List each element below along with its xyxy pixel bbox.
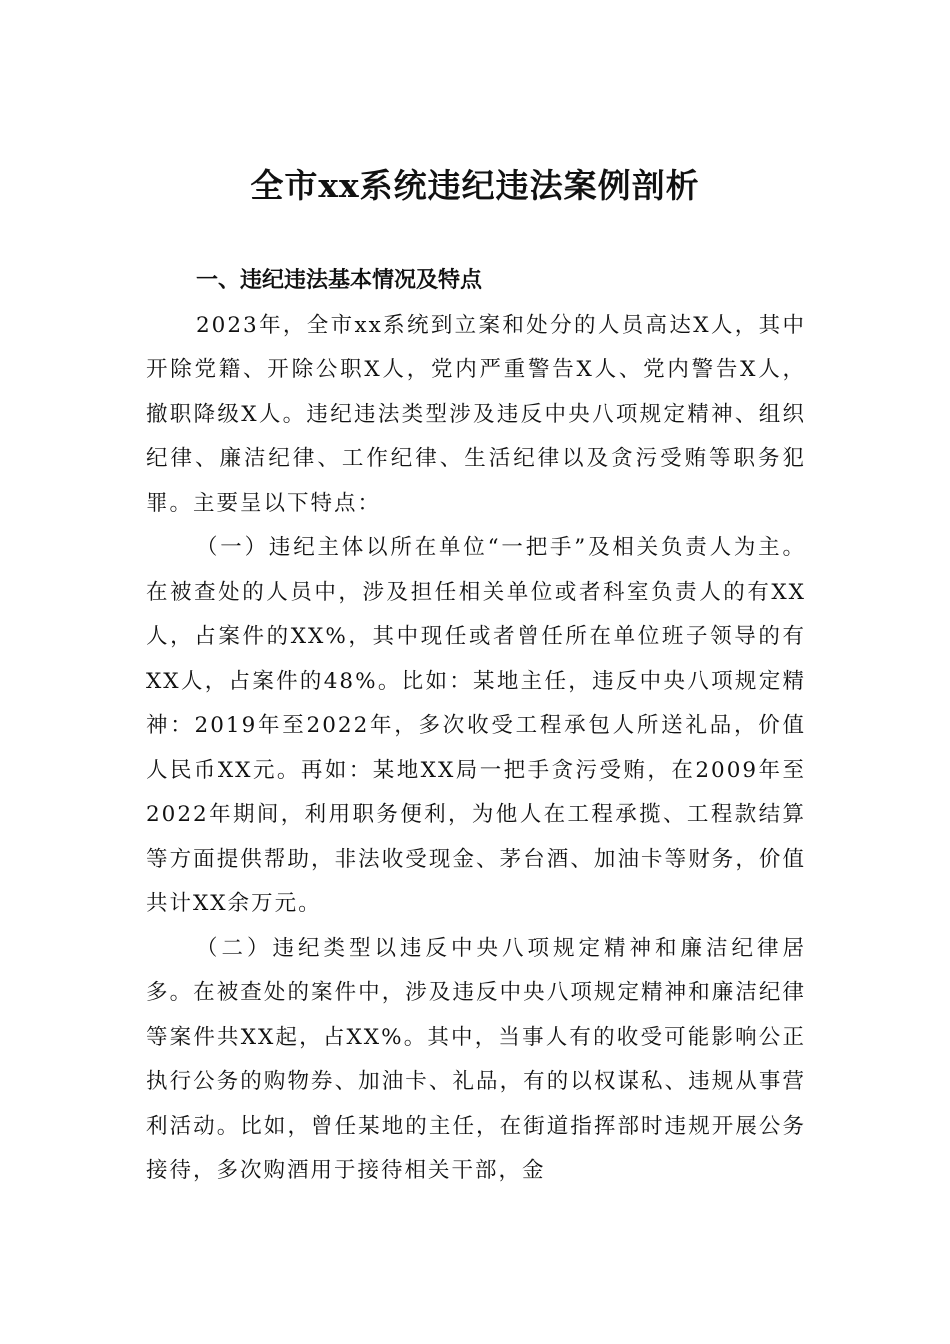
- document-title: 全市xx系统违纪违法案例剖析: [250, 166, 700, 205]
- paragraph-feature-one: （一）违纪主体以所在单位“一把手”及相关负责人为主。在被查处的人员中，涉及担任相关单位或者科室负责人的有XX人，占案件的XX%，其中现任或者曾任所在单位班子领导的有XX人，占案件的48%。比如：某地主任，违反中央八项规定精神：2019年至2022年，多次收受工程承包人所送礼品，价值人民币XX元。再如：某地XX局一把手贪污受贿，在2009年至2022年期间，利用职务便利，为他人在工程承揽、工程款结算等方面提供帮助，非法收受现金、茅台酒、加油卡等财务，价值共计XX余万元。: [146, 535, 806, 916]
- document-body: [146, 259, 806, 1194]
- paragraph-overview: 2023年，全市xx系统到立案和处分的人员高达X人，其中开除党籍、开除公职X人，党内严重警告X人、党内警告X人，撤职降级X人。违纪违法类型涉及违反中央八项规定精神、组织纪律、廉洁纪律、工作纪律、生活纪律以及贪污受贿等职务犯罪。主要呈以下特点：: [146, 312, 806, 516]
- section-heading: 一、违纪违法基本情况及特点: [196, 268, 483, 293]
- paragraph-feature-two: （二）违纪类型以违反中央八项规定精神和廉洁纪律居多。在被查处的案件中，涉及违反中央八项规定精神和廉洁纪律等案件共XX起，占XX%。其中，当事人有的收受可能影响公正执行公务的购物券、加油卡、礼品，有的以权谋私、违规从事营利活动。比如，曾任某地的主任，在街道指挥部时违规开展公务接待，多次购酒用于接待相关干部，金: [146, 935, 806, 1183]
